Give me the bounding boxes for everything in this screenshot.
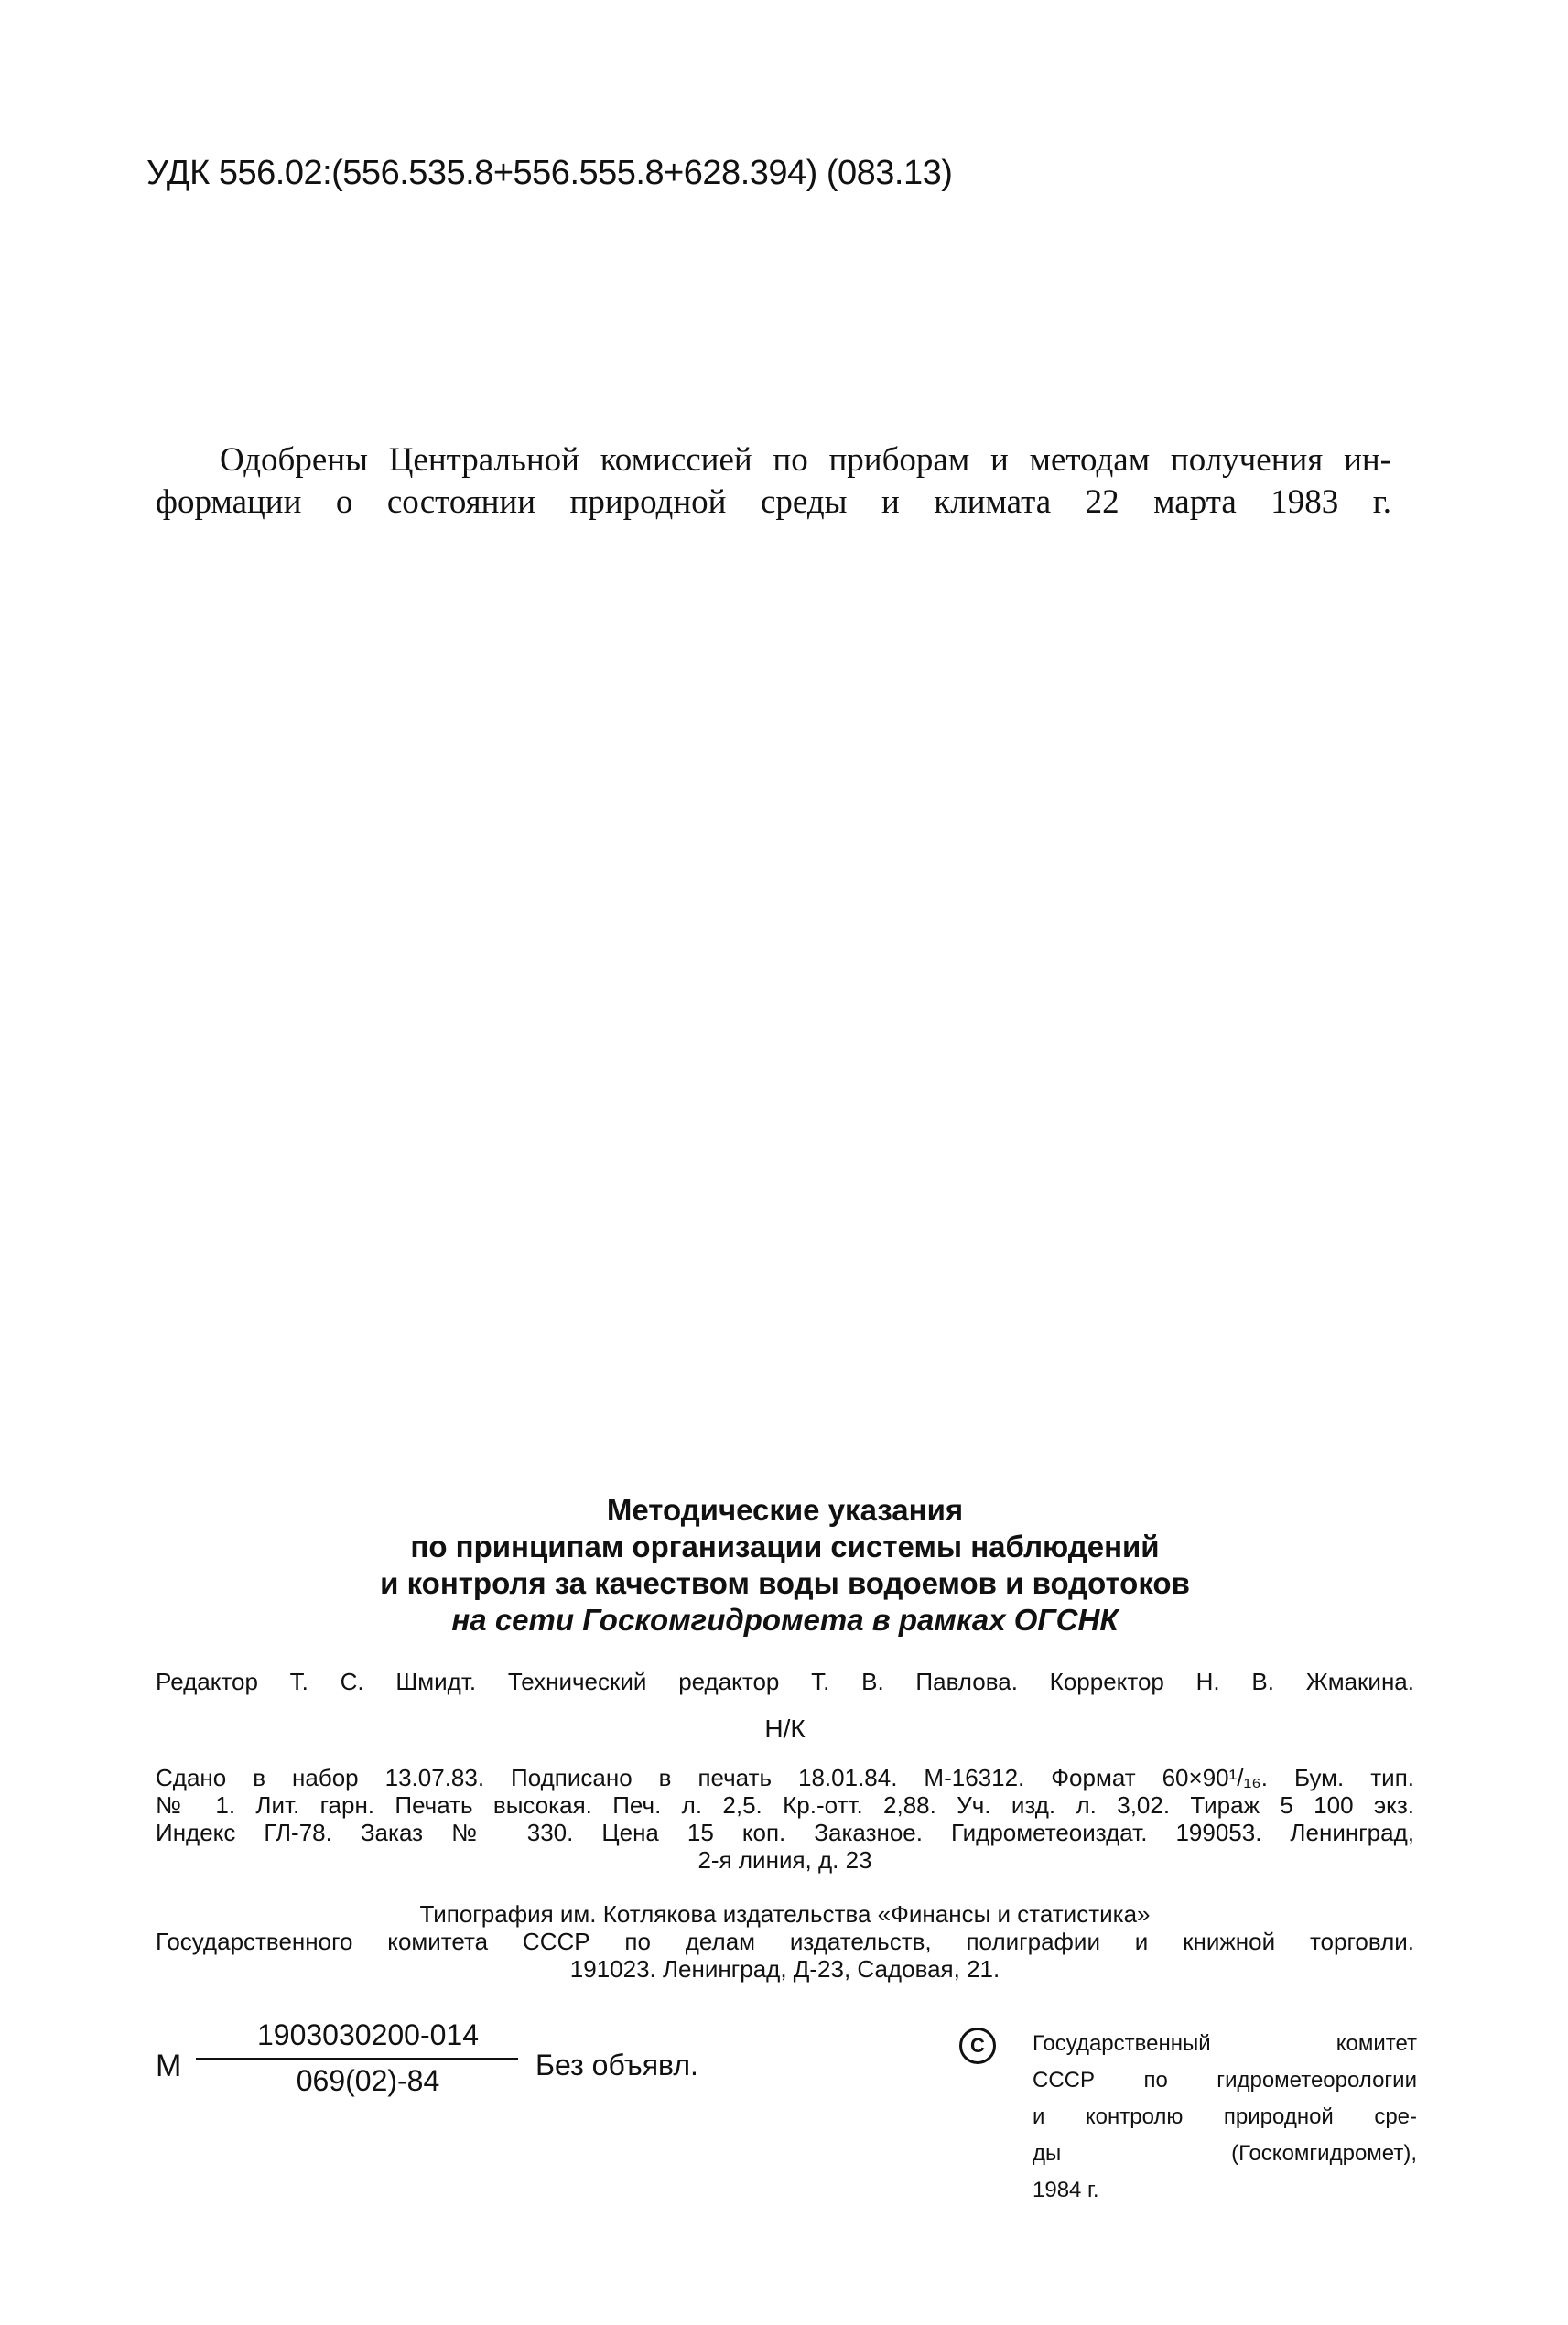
- copyright-text: [1033, 2026, 1417, 2209]
- copyright-line-3: и контролю природной сре-: [1033, 2104, 1417, 2129]
- title-line-4: на сети Госкомгидромета в рамках ОГСНК: [451, 1603, 1119, 1637]
- printing-house-line-2: Государственного комитета СССР по делам издательств, полиграфии и книжной торговли.: [156, 1928, 1414, 1955]
- approval-line-1: Одобрены Центральной комиссией по приборам и методам получения ин-: [220, 441, 1391, 479]
- copyright-icon: C: [959, 2028, 996, 2064]
- code-prefix: М: [156, 2049, 182, 2083]
- udk-classification: УДК 556.02:(556.535.8+556.555.8+628.394) (083.13): [146, 154, 953, 192]
- print-data-line-3: Индекс ГЛ-78. Заказ № 330. Цена 15 коп. Заказное. Гидрометеоиздат. 199053. Ленинград,: [156, 1819, 1414, 1846]
- print-data-line-2: № 1. Лит. гарн. Печать высокая. Печ. л. 2,5. Кр.-отт. 2,88. Уч. изд. л. 3,02. Тираж 5 100 экз.: [156, 1791, 1414, 1819]
- printing-house-line-1: Типография им. Котлякова издательства «Финансы и статистика»: [419, 1900, 1151, 1928]
- nk-mark: Н/К: [764, 1714, 806, 1743]
- code-denominator: 069(02)-84: [296, 2064, 440, 2097]
- copyright-line-5: 1984 г.: [1033, 2178, 1099, 2202]
- code-note: Без объявл.: [535, 2049, 698, 2082]
- title-line-2: по принципам организации системы наблюдений: [410, 1530, 1160, 1563]
- document-title: [156, 1492, 1414, 1638]
- copyright-line-4: ды (Госкомгидромет),: [1033, 2141, 1417, 2166]
- approval-line-2: формации о состоянии природной среды и климата 22 марта 1983 г.: [156, 483, 1391, 521]
- editors-credits: Редактор Т. С. Шмидт. Технический редактор Т. В. Павлова. Корректор Н. В. Жмакина.: [156, 1668, 1414, 1695]
- title-line-1: Методические указания: [606, 1493, 964, 1527]
- copyright-block: [968, 2026, 1417, 2209]
- fraction-rule: [196, 2058, 518, 2060]
- copyright-line-2: СССР по гидрометеорологии: [1033, 2068, 1417, 2092]
- title-line-3: и контроля за качеством воды водоемов и водотоков: [380, 1566, 1190, 1600]
- copyright-line-1: Государственный комитет: [1033, 2031, 1417, 2056]
- print-data-line-1: Сдано в набор 13.07.83. Подписано в печать 18.01.84. М-16312. Формат 60×90¹/₁₆. Бум. тип.: [156, 1764, 1414, 1791]
- approval-statement: [156, 439, 1391, 524]
- print-data-line-4: 2-я линия, д. 23: [697, 1846, 872, 1874]
- printing-house-line-3: 191023. Ленинград, Д-23, Садовая, 21.: [569, 1955, 1000, 1983]
- code-numerator: 1903030200-014: [256, 2018, 479, 2051]
- print-data: [156, 1764, 1414, 1874]
- printing-house: [156, 1900, 1414, 1983]
